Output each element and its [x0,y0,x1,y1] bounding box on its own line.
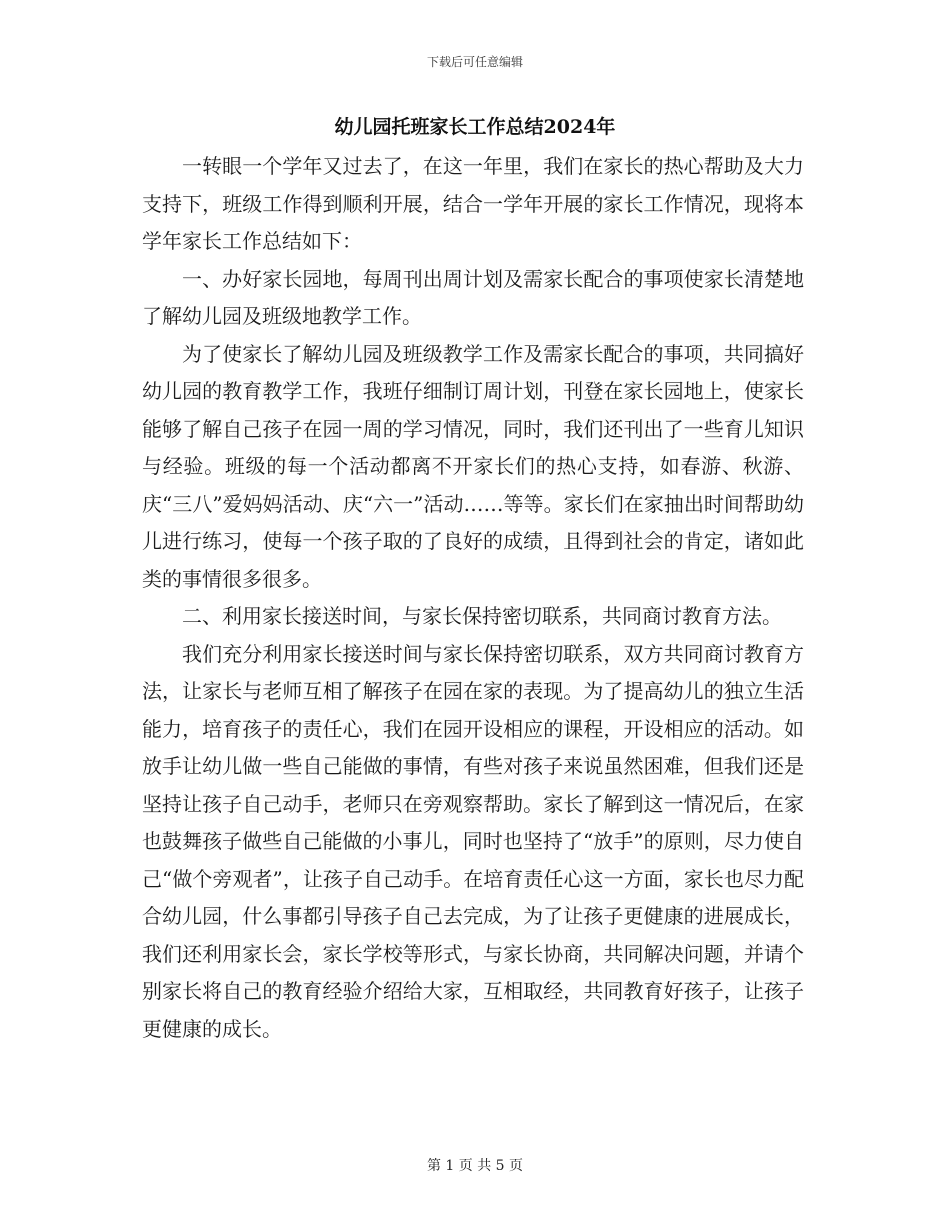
header-note: 下载后可任意编辑 [426,55,523,69]
document-title: 幼儿园托班家长工作总结2024年 [334,116,616,138]
paragraph-section-1-body: 为了使家长了解幼儿园及班级教学工作及需家长配合的事项，共同搞好幼儿园的教育教学工作，我班仔细制订周计划，刊登在家长园地上，使家长能够了解自己孩子在园一周的学习情况，同时，我们还刊出了一些育儿知识与经验。班级的每一个活动都离不开家长们的热心支持，如春游、秋游、庆“三八”爱妈妈活动、庆“六一”活动……等等。家长们在家抽出时间帮助幼儿进行练习，使每一个孩子取的了良好的成绩，且得到社会的肯定，诸如此类的事情很多很多。 [142,341,804,591]
paragraph-intro: 一转眼一个学年又过去了，在这一年里，我们在家长的热心帮助及大力支持下，班级工作得到顺利开展，结合一学年开展的家长工作情况，现将本学年家长工作总结如下： [142,154,804,253]
document-body [142,148,804,1048]
page-footer: 第 1 页 共 5 页 [426,1158,524,1174]
paragraph-section-2-heading: 二、利用家长接送时间，与家长保持密切联系，共同商讨教育方法。 [182,604,782,628]
paragraph-section-1-heading: 一、办好家长园地，每周刊出周计划及需家长配合的事项使家长清楚地了解幼儿园及班级地教学工作。 [142,266,804,328]
paragraph-section-2-body: 我们充分利用家长接送时间与家长保持密切联系，双方共同商讨教育方法，让家长与老师互相了解孩子在园在家的表现。为了提高幼儿的独立生活能力，培育孩子的责任心，我们在园开设相应的课程，开设相应的活动。如放手让幼儿做一些自己能做的事情，有些对孩子来说虽然困难，但我们还是坚持让孩子自己动手，老师只在旁观察帮助。家长了解到这一情况后，在家也鼓舞孩子做些自己能做的小事儿，同时也坚持了“放手”的原则，尽力使自己“做个旁观者”，让孩子自己动手。在培育责任心这一方面，家长也尽力配合幼儿园，什么事都引导孩子自己去完成，为了让孩子更健康的进展成长，我们还利用家长会，家长学校等形式，与家长协商，共同解决问题，并请个别家长将自己的教育经验介绍给大家，互相取经，共同教育好孩子，让孩子更健康的成长。 [142,641,804,1041]
